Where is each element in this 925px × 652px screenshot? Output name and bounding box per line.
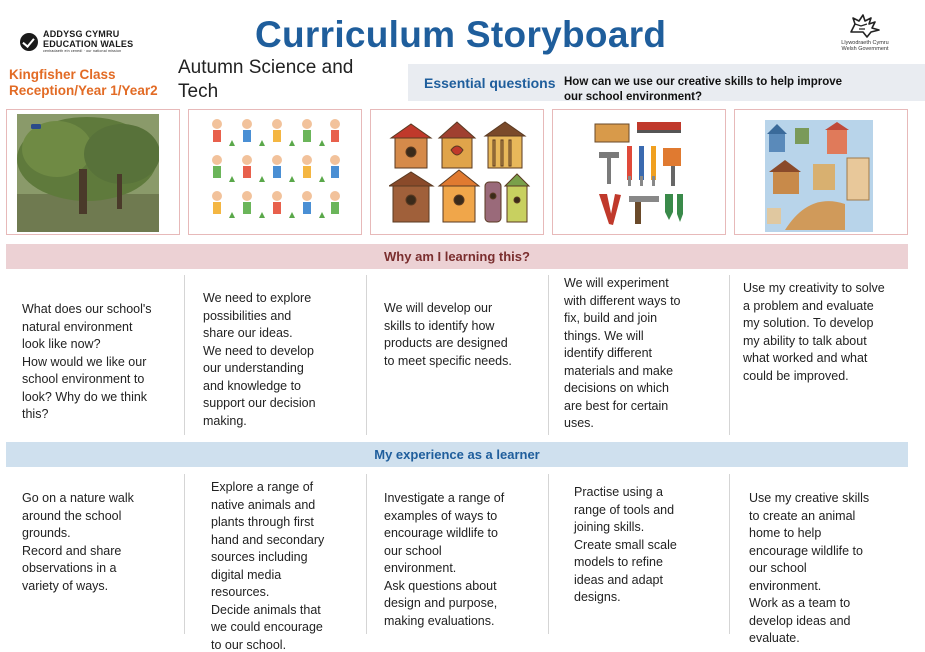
why-cell-4-line: decisions on which — [564, 381, 669, 395]
experience-cell-5-line: our school — [749, 561, 807, 575]
why-cell-4-line: materials and make — [564, 363, 674, 378]
page-title: Curriculum Storyboard — [255, 14, 667, 55]
topic-line1: Autumn Science and — [178, 57, 354, 78]
why-learning-heading: Why am I learning this? — [6, 244, 908, 269]
why-cell-1-line: How would we like our — [22, 354, 147, 369]
experience-cell-5-line: home to help — [749, 526, 822, 540]
experience-cell-4-line: range of tools and — [574, 502, 675, 517]
divider — [729, 474, 730, 634]
experience-cell-2-line: native animals and — [211, 497, 316, 512]
experience-cell-2-line: Decide animals that — [211, 602, 321, 617]
logo-left-line3: cenhadaeth ein cenedl · our national mission — [43, 49, 122, 53]
experience-cell-5-line: environment. — [749, 578, 822, 593]
why-cell-5-line: my solution. To develop — [743, 316, 874, 330]
experience-cell-4-line: joining skills. — [574, 520, 645, 534]
why-cell-5-line: a problem and evaluate — [743, 298, 874, 313]
why-cell-4-line: fix, build and join — [564, 311, 658, 325]
dragon-icon — [845, 10, 885, 40]
animal-homes-illustration-icon — [765, 120, 873, 232]
experience-cell-1-line: Record and share — [22, 543, 122, 558]
why-cell-2-line: and knowledge to — [203, 378, 301, 393]
why-cell-4-line: We will experiment — [564, 276, 669, 290]
why-cell-1 — [22, 301, 182, 424]
experience-cell-3-line: design and purpose, — [384, 596, 498, 610]
why-cell-2 — [203, 290, 363, 430]
why-cell-2-line: share our ideas. — [203, 326, 293, 340]
essential-question-line2: our school environment? — [564, 91, 703, 103]
why-cell-4-line: with different ways to — [564, 293, 681, 308]
class-line1: Kingfisher Class — [9, 67, 116, 82]
why-cell-5-line: could be improved. — [743, 368, 849, 383]
why-cell-1-line: look like now? — [22, 337, 101, 351]
class-name — [9, 67, 158, 99]
experience-cell-3-line: making evaluations. — [384, 613, 495, 628]
experience-cell-2-line: we could encourage — [211, 620, 323, 634]
experience-cell-2-line: digital media — [211, 567, 282, 582]
why-cell-4-line: uses. — [564, 416, 594, 430]
experience-cell-2 — [211, 479, 363, 652]
experience-cell-3 — [384, 490, 546, 630]
experience-cell-5-line: Use my creative skills — [749, 491, 870, 505]
experience-cell-2-line: resources. — [211, 585, 270, 599]
learner-experience-heading: My experience as a learner — [6, 442, 908, 467]
why-cell-2-line: support our decision — [203, 396, 316, 410]
essential-questions-label: Essential questions — [424, 75, 556, 91]
image-box-tools — [552, 109, 726, 235]
experience-cell-3-line: Ask questions about — [384, 578, 497, 593]
experience-cell-2-line: sources including — [211, 550, 308, 564]
experience-cell-4-line: Practise using a — [574, 485, 663, 499]
essential-questions-text — [564, 75, 884, 105]
experience-cell-5 — [749, 490, 915, 648]
divider — [548, 275, 549, 435]
experience-cell-4-line: Create small scale — [574, 537, 677, 552]
why-cell-3-line: to meet specific needs. — [384, 353, 512, 368]
why-cell-5-line: Use my creativity to solve — [743, 281, 885, 295]
why-cell-4-line: identify different — [564, 346, 653, 360]
why-cell-1-line: school environment to — [22, 372, 145, 386]
welsh-government-logo — [838, 10, 892, 52]
experience-cell-4-line: models to refine — [574, 555, 663, 569]
logo-left-line2: EDUCATION WALES — [43, 39, 134, 49]
logo-right-line2: Welsh Government — [841, 46, 889, 52]
divider — [729, 275, 730, 435]
experience-cell-1-line: around the school — [22, 508, 122, 523]
essential-question-line1: How can we use our creative skills to help improve — [564, 76, 843, 88]
experience-cell-3-line: encourage wildlife to — [384, 526, 498, 540]
why-cell-4-line: are best for certain — [564, 398, 669, 413]
experience-cell-1-line: grounds. — [22, 526, 71, 540]
image-box-tree — [6, 109, 180, 235]
why-cell-2-line: possibilities and — [203, 308, 292, 323]
why-cell-3-line: We will develop our — [384, 301, 493, 315]
why-cell-1-line: What does our school's — [22, 302, 152, 316]
experience-cell-5-line: Work as a team to — [749, 596, 851, 610]
experience-cell-1 — [22, 490, 182, 595]
logo-right-line1: Llywodraeth Cymru — [841, 40, 889, 46]
experience-cell-1-line: observations in a — [22, 561, 117, 575]
experience-cell-3-line: our school — [384, 543, 442, 558]
image-box-children — [188, 109, 362, 235]
divider — [184, 474, 185, 634]
topic-line2: Tech — [178, 81, 219, 102]
topic-title — [178, 56, 353, 104]
experience-cell-5-line: encourage wildlife to — [749, 543, 863, 558]
experience-cell-3-line: Investigate a range of — [384, 491, 505, 505]
experience-cell-1-line: variety of ways. — [22, 578, 109, 593]
experience-cell-5-line: develop ideas and — [749, 613, 851, 628]
why-cell-3-line: skills to identify how — [384, 318, 495, 333]
tree-photo-icon — [17, 114, 159, 232]
why-cell-3-line: products are designed — [384, 336, 508, 350]
experience-cell-2-line: to our school. — [211, 637, 287, 652]
why-cell-5-line: what worked and what — [743, 351, 868, 365]
children-planting-illustration-icon — [207, 116, 345, 230]
experience-cell-4-line: ideas and adapt — [574, 572, 663, 587]
class-line2: Reception/Year 1/Year2 — [9, 83, 158, 98]
experience-cell-2-line: plants through first — [211, 515, 314, 529]
experience-cell-1-line: Go on a nature walk — [22, 491, 134, 505]
experience-cell-5-line: evaluate. — [749, 631, 800, 645]
experience-cell-5-line: to create an animal — [749, 508, 856, 523]
tools-illustration-icon — [591, 118, 691, 230]
logo-left-line1: ADDYSG CYMRU — [43, 29, 120, 39]
why-cell-1-line: this? — [22, 407, 49, 421]
why-cell-1-line: look? Why do we think — [22, 389, 148, 404]
why-cell-3 — [384, 300, 546, 370]
experience-cell-3-line: environment. — [384, 561, 457, 575]
why-cell-2-line: making. — [203, 413, 247, 428]
education-wales-logo-text — [43, 29, 133, 54]
why-cell-4 — [564, 275, 726, 433]
experience-cell-4 — [574, 484, 726, 607]
image-box-animal-homes — [734, 109, 908, 235]
experience-cell-2-line: hand and secondary — [211, 532, 325, 547]
birdhouses-illustration-icon — [389, 120, 531, 226]
why-cell-5-line: my ability to talk about — [743, 333, 867, 348]
essential-questions-bar — [408, 64, 925, 101]
divider — [366, 275, 367, 435]
experience-cell-2-line: Explore a range of — [211, 480, 314, 494]
why-cell-5 — [743, 280, 913, 385]
why-cell-1-line: natural environment — [22, 319, 133, 334]
why-cell-4-line: things. We will — [564, 328, 644, 343]
why-cell-2-line: We need to explore — [203, 291, 312, 305]
education-wales-logo — [20, 29, 133, 54]
image-box-birdhouses — [370, 109, 544, 235]
divider — [548, 474, 549, 634]
check-circle-icon — [20, 33, 38, 51]
divider — [366, 474, 367, 634]
divider — [184, 275, 185, 435]
experience-cell-4-line: designs. — [574, 590, 621, 604]
why-cell-2-line: our understanding — [203, 361, 304, 375]
experience-cell-3-line: examples of ways to — [384, 508, 498, 523]
why-cell-2-line: We need to develop — [203, 343, 314, 358]
